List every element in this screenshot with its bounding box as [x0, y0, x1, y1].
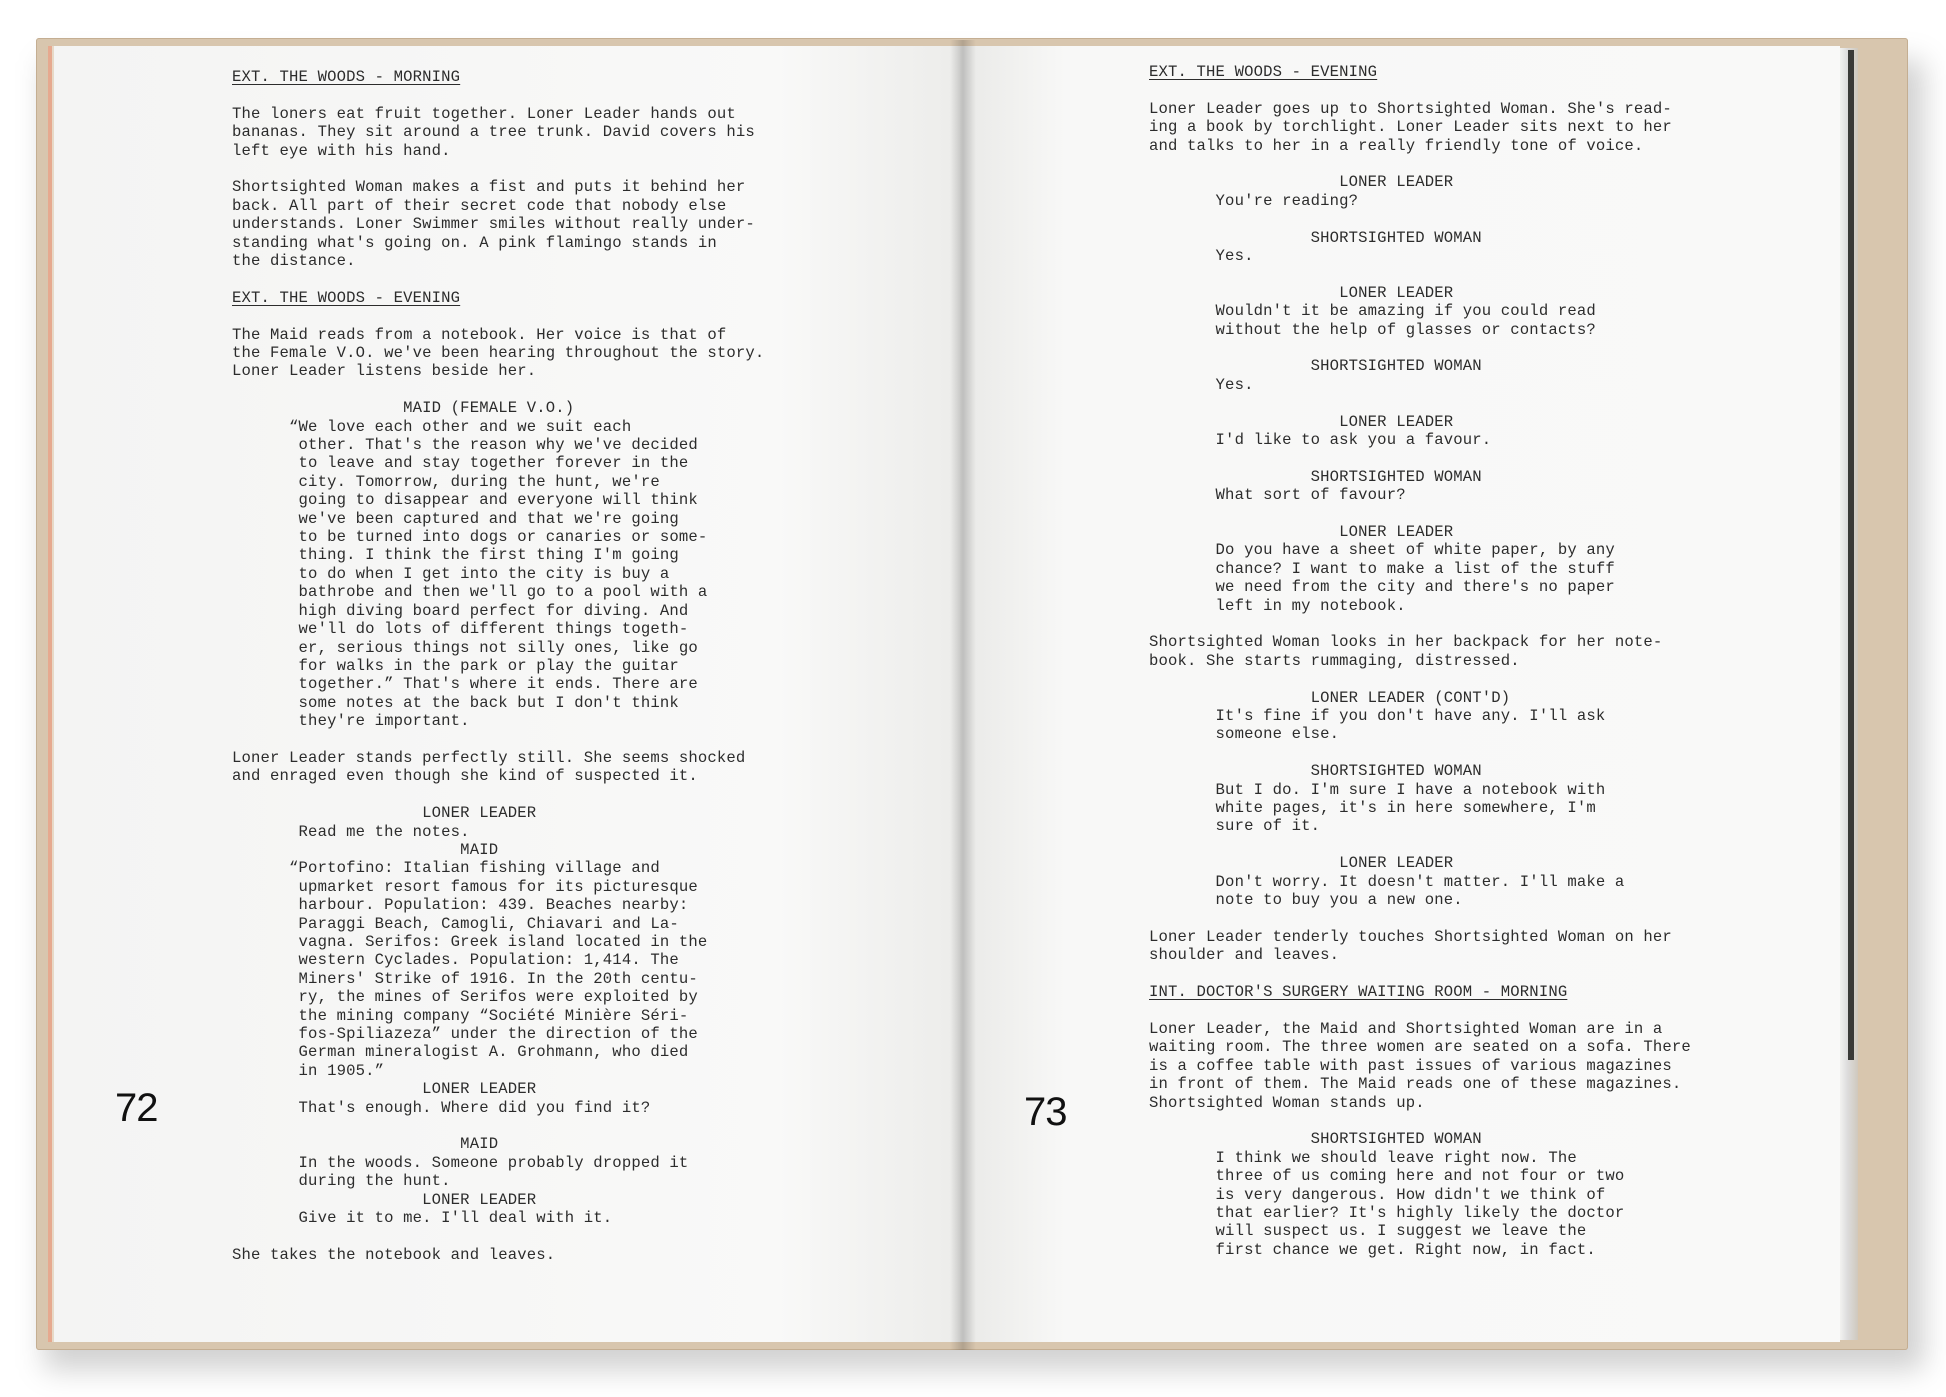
script-line: bananas. They sit around a tree trunk. David covers his — [232, 123, 755, 142]
blank-line — [232, 86, 764, 104]
script-line: Loner Leader listens beside her. — [232, 362, 537, 381]
blank-line — [232, 1227, 764, 1245]
script-line: waiting room. The three women are seated on a sofa. There — [1149, 1038, 1691, 1057]
script-line: Yes. — [1149, 247, 1254, 266]
scene-heading: EXT. THE WOODS - EVENING — [1149, 63, 1378, 81]
script-line: That's enough. Where did you find it? — [232, 1098, 651, 1117]
script-line: LONER LEADER — [232, 1190, 537, 1209]
script-line: to be turned into dogs or canaries or some- — [232, 528, 708, 547]
script-line: Shortsighted Woman stands up. — [1149, 1093, 1425, 1112]
blank-line — [232, 160, 764, 178]
right-page-number: 73 — [1024, 1090, 1067, 1134]
script-line: during the hunt. — [232, 1172, 451, 1191]
script-line: SHORTSIGHTED WOMAN — [1149, 762, 1482, 781]
script-line: Wouldn't it be amazing if you could read — [1149, 302, 1596, 321]
blank-line — [1149, 394, 1691, 412]
script-line: in 1905.” — [232, 1061, 385, 1080]
script-line: I'd like to ask you a favour. — [1149, 431, 1492, 450]
script-line: we need from the city and there's no paper — [1149, 578, 1615, 597]
script-line: LONER LEADER — [1149, 173, 1454, 192]
script-line: going to disappear and everyone will think — [232, 491, 698, 510]
script-line: LONER LEADER (CONT'D) — [1149, 688, 1511, 707]
left-page-number: 72 — [115, 1086, 158, 1130]
script-line: MAID (FEMALE V.O.) — [232, 399, 575, 418]
script-line: chance? I want to make a list of the stuff — [1149, 559, 1615, 578]
script-line: In the woods. Someone probably dropped it — [232, 1153, 689, 1172]
script-line: What sort of favour? — [1149, 486, 1406, 505]
script-line: LONER LEADER — [232, 1080, 537, 1099]
script-line: LONER LEADER — [1149, 412, 1454, 431]
script-line: LONER LEADER — [1149, 523, 1454, 542]
blank-line — [232, 270, 764, 288]
script-line: they're important. — [232, 712, 470, 731]
blank-line — [1149, 1112, 1691, 1130]
script-line: left in my notebook. — [1149, 596, 1406, 615]
script-line: Don't worry. It doesn't matter. I'll make a — [1149, 872, 1625, 891]
script-line: left eye with his hand. — [232, 141, 451, 160]
script-line: LONER LEADER — [1149, 854, 1454, 873]
script-line: You're reading? — [1149, 191, 1359, 210]
script-line: sure of it. — [1149, 817, 1321, 836]
script-line: LONER LEADER — [232, 804, 537, 823]
script-line: some notes at the back but I don't think — [232, 693, 679, 712]
script-line: for walks in the park or play the guitar — [232, 656, 679, 675]
script-line: shoulder and leaves. — [1149, 946, 1340, 965]
script-line: to do when I get into the city is buy a — [232, 564, 670, 583]
script-line: Shortsighted Woman makes a fist and puts it behind her — [232, 178, 746, 197]
script-line: But I do. I'm sure I have a notebook with — [1149, 780, 1606, 799]
blank-line — [1149, 210, 1691, 228]
script-line: SHORTSIGHTED WOMAN — [1149, 228, 1482, 247]
script-line: “We love each other and we suit each — [232, 417, 632, 436]
script-line: SHORTSIGHTED WOMAN — [1149, 467, 1482, 486]
script-line: harbour. Population: 439. Beaches nearby: — [232, 896, 689, 915]
script-line: we'll do lots of different things togeth- — [232, 620, 689, 639]
scene-heading: EXT. THE WOODS - MORNING — [232, 68, 461, 86]
script-line: Loner Leader stands perfectly still. She seems shocked — [232, 748, 746, 767]
blank-line — [1149, 339, 1691, 357]
script-line: the mining company “Société Minière Séri- — [232, 1006, 689, 1025]
script-line: MAID — [232, 840, 499, 859]
script-line: upmarket resort famous for its picturesque — [232, 877, 698, 896]
script-line: other. That's the reason why we've decided — [232, 436, 698, 455]
script-line: we've been captured and that we're going — [232, 509, 679, 528]
left-page — [52, 46, 960, 1342]
script-line: The Maid reads from a notebook. Her voice is that of — [232, 325, 727, 344]
script-line: the distance. — [232, 252, 356, 271]
script-line: Yes. — [1149, 375, 1254, 394]
blank-line — [1149, 965, 1691, 983]
script-line: The loners eat fruit together. Loner Leader hands out — [232, 104, 736, 123]
blank-line — [232, 307, 764, 325]
script-line: the Female V.O. we've been hearing throughout the story. — [232, 344, 765, 363]
script-line: vagna. Serifos: Greek island located in the — [232, 932, 708, 951]
script-line: LONER LEADER — [1149, 283, 1454, 302]
script-line: SHORTSIGHTED WOMAN — [1149, 357, 1482, 376]
script-line: without the help of glasses or contacts? — [1149, 320, 1596, 339]
script-line: is very dangerous. How didn't we think of — [1149, 1185, 1606, 1204]
blank-line — [232, 1117, 764, 1135]
script-line: Give it to me. I'll deal with it. — [232, 1209, 613, 1228]
left-page-text — [232, 68, 764, 1264]
blank-line — [232, 381, 764, 399]
script-line: thing. I think the first thing I'm going — [232, 546, 679, 565]
blank-line — [232, 731, 764, 749]
script-line: German mineralogist A. Grohmann, who died — [232, 1043, 689, 1062]
script-line: ry, the mines of Serifos were exploited by — [232, 988, 698, 1007]
script-line: first chance we get. Right now, in fact. — [1149, 1240, 1596, 1259]
script-line: note to buy you a new one. — [1149, 891, 1463, 910]
blank-line — [1149, 449, 1691, 467]
script-line: in front of them. The Maid reads one of these magazines. — [1149, 1075, 1682, 1094]
script-line: Read me the notes. — [232, 822, 470, 841]
blank-line — [1149, 81, 1691, 99]
script-line: “Portofino: Italian fishing village and — [232, 859, 660, 878]
blank-line — [1149, 1002, 1691, 1020]
script-line: Miners' Strike of 1916. In the 20th centu- — [232, 969, 698, 988]
script-line: that earlier? It's highly likely the doctor — [1149, 1203, 1625, 1222]
script-line: SHORTSIGHTED WOMAN — [1149, 1130, 1482, 1149]
script-line: Loner Leader tenderly touches Shortsighted Woman on her — [1149, 927, 1672, 946]
script-line: bathrobe and then we'll go to a pool with a — [232, 583, 708, 602]
script-line: I think we should leave right now. The — [1149, 1148, 1577, 1167]
script-line: high diving board perfect for diving. And — [232, 601, 689, 620]
right-page — [960, 46, 1840, 1342]
script-line: It's fine if you don't have any. I'll ask — [1149, 707, 1606, 726]
script-line: Shortsighted Woman looks in her backpack for her note- — [1149, 633, 1663, 652]
scene-heading: INT. DOCTOR'S SURGERY WAITING ROOM - MORNING — [1149, 983, 1568, 1002]
book-spine — [950, 40, 976, 1350]
script-line: Loner Leader, the Maid and Shortsighted Woman are in a — [1149, 1019, 1663, 1038]
script-line: understands. Loner Swimmer smiles without really under- — [232, 215, 755, 234]
script-line: white pages, it's in here somewhere, I'm — [1149, 799, 1596, 818]
script-line: city. Tomorrow, during the hunt, we're — [232, 472, 660, 491]
right-page-text — [1149, 63, 1691, 1259]
script-line: MAID — [232, 1135, 499, 1154]
script-line: and enraged even though she kind of suspected it. — [232, 767, 698, 786]
blank-line — [1149, 155, 1691, 173]
script-line: together.” That's where it ends. There are — [232, 675, 698, 694]
blank-line — [1149, 836, 1691, 854]
page-edge-marker — [1848, 50, 1854, 1060]
script-line: Do you have a sheet of white paper, by any — [1149, 541, 1615, 560]
script-line: ing a book by torchlight. Loner Leader sits next to her — [1149, 118, 1672, 137]
blank-line — [1149, 505, 1691, 523]
script-line: Paraggi Beach, Camogli, Chiavari and La- — [232, 914, 679, 933]
script-line: She takes the notebook and leaves. — [232, 1245, 556, 1264]
script-line: book. She starts rummaging, distressed. — [1149, 651, 1520, 670]
script-line: back. All part of their secret code that nobody else — [232, 196, 727, 215]
script-line: er, serious things not silly ones, like go — [232, 638, 698, 657]
script-line: to leave and stay together forever in the — [232, 454, 689, 473]
script-line: standing what's going on. A pink flamingo stands in — [232, 233, 717, 252]
blank-line — [1149, 265, 1691, 283]
script-line: and talks to her in a really friendly tone of voice. — [1149, 136, 1644, 155]
script-line: Loner Leader goes up to Shortsighted Woman. She's read- — [1149, 99, 1672, 118]
blank-line — [1149, 615, 1691, 633]
blank-line — [1149, 670, 1691, 688]
script-line: is a coffee table with past issues of various magazines — [1149, 1056, 1672, 1075]
script-line: western Cyclades. Population: 1,414. The — [232, 951, 679, 970]
blank-line — [232, 786, 764, 804]
blank-line — [1149, 910, 1691, 928]
scene-heading: EXT. THE WOODS - EVENING — [232, 288, 461, 307]
script-line: someone else. — [1149, 725, 1340, 744]
blank-line — [1149, 744, 1691, 762]
script-line: three of us coming here and not four or two — [1149, 1167, 1625, 1186]
script-line: will suspect us. I suggest we leave the — [1149, 1222, 1587, 1241]
script-line: fos-Spiliazeza” under the direction of the — [232, 1025, 698, 1044]
